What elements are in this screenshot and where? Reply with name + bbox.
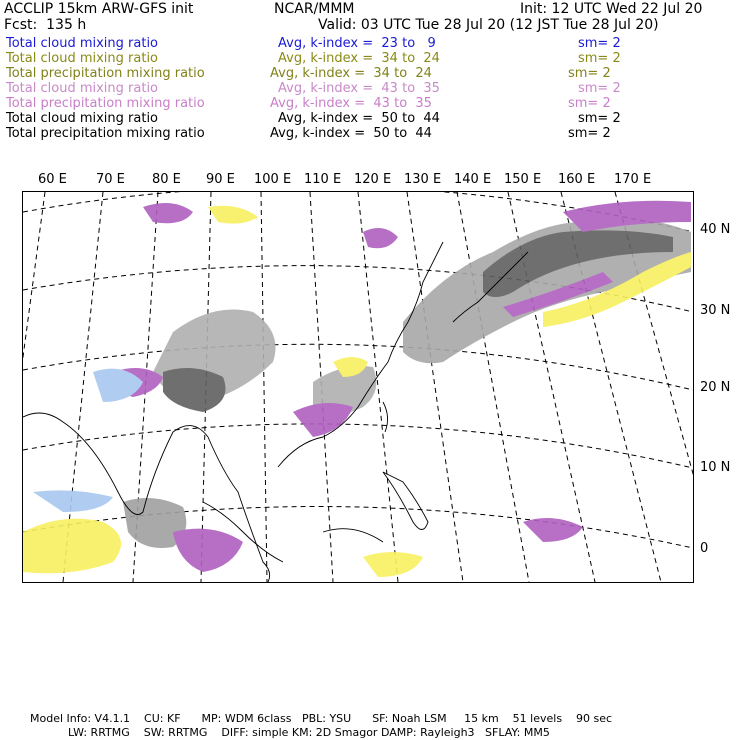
lon-label: 60 E [38, 172, 67, 187]
field-avg: Avg, k-index = 34 to 24 [270, 66, 432, 81]
lon-label: 150 E [504, 172, 542, 187]
dark-cloud-core [163, 368, 226, 412]
field-sm: sm= 2 [568, 66, 611, 81]
field-row [6, 36, 158, 51]
purple-band [293, 403, 353, 437]
field-name: Total precipitation mixing ratio [6, 126, 205, 141]
field-sm: sm= 2 [568, 96, 611, 111]
yellow-band [23, 519, 121, 574]
field-name: Total cloud mixing ratio [6, 36, 159, 51]
field-avg: Avg, k-index = 50 to 44 [270, 126, 432, 141]
field-sm: sm= 2 [578, 51, 621, 66]
meridian [407, 192, 463, 582]
purple-band [173, 529, 243, 572]
meridian [261, 192, 267, 582]
lon-label: 130 E [404, 172, 442, 187]
purple-band [523, 518, 583, 542]
field-row [6, 111, 158, 126]
field-name: Total precipitation mixing ratio [6, 96, 205, 111]
init-time: Init: 12 UTC Wed 22 Jul 20 [520, 1, 703, 17]
purple-band [143, 203, 193, 223]
field-row [6, 51, 158, 66]
parallel [23, 507, 693, 548]
yellow-band [363, 552, 423, 577]
field-sm: sm= 2 [568, 126, 611, 141]
field-name: Total cloud mixing ratio [6, 111, 159, 126]
field-sm: sm= 2 [578, 81, 621, 96]
plot-title: ACCLIP 15km ARW-GFS init [4, 1, 194, 17]
yellow-band [208, 206, 258, 224]
lat-label: 30 N [700, 303, 731, 318]
shading-layer [23, 201, 691, 577]
field-avg: Avg, k-index = 43 to 35 [270, 96, 432, 111]
center-label: NCAR/MMM [274, 1, 355, 17]
field-row [6, 66, 205, 81]
blue-precip [33, 490, 113, 512]
lon-label: 80 E [152, 172, 181, 187]
lon-label: 140 E [454, 172, 492, 187]
field-row [6, 96, 205, 111]
lat-label: 10 N [700, 460, 731, 475]
field-sm: sm= 2 [578, 36, 621, 51]
lon-label: 70 E [96, 172, 125, 187]
map-canvas [23, 192, 693, 582]
lon-label: 100 E [254, 172, 292, 187]
field-name: Total cloud mixing ratio [6, 81, 159, 96]
meridian [23, 192, 45, 582]
coastline [323, 529, 383, 542]
forecast-hour: Fcst: 135 h [4, 17, 87, 33]
map-panel [22, 191, 694, 583]
lat-label: 0 [700, 541, 709, 556]
lon-label: 90 E [206, 172, 235, 187]
field-row [6, 126, 205, 141]
field-avg: Avg, k-index = 23 to 9 [278, 36, 436, 51]
field-avg: Avg, k-index = 50 to 44 [278, 111, 440, 126]
field-row [6, 81, 158, 96]
valid-time: Valid: 03 UTC Tue 28 Jul 20 (12 JST Tue 28 Jul 20) [318, 17, 659, 33]
coastline [383, 402, 388, 432]
field-avg: Avg, k-index = 43 to 35 [278, 81, 440, 96]
field-name: Total precipitation mixing ratio [6, 66, 205, 81]
field-avg: Avg, k-index = 34 to 24 [278, 51, 440, 66]
lon-label: 170 E [614, 172, 652, 187]
lat-label: 20 N [700, 380, 731, 395]
field-name: Total cloud mixing ratio [6, 51, 159, 66]
field-sm: sm= 2 [578, 111, 621, 126]
lat-label: 40 N [700, 222, 731, 237]
parallel [23, 424, 693, 468]
lon-label: 110 E [304, 172, 342, 187]
model-info-line1: Model Info: V4.1.1 CU: KF MP: WDM 6class PBL: YSU SF: Noah LSM 15 km 51 levels 90 sec [30, 712, 613, 725]
lon-label: 160 E [558, 172, 596, 187]
purple-band [363, 228, 398, 248]
model-info-line2: LW: RRTMG SW: RRTMG DIFF: simple KM: 2D Smagor DAMP: Rayleigh3 SFLAY: MM5 [68, 726, 550, 739]
lon-label: 120 E [354, 172, 392, 187]
